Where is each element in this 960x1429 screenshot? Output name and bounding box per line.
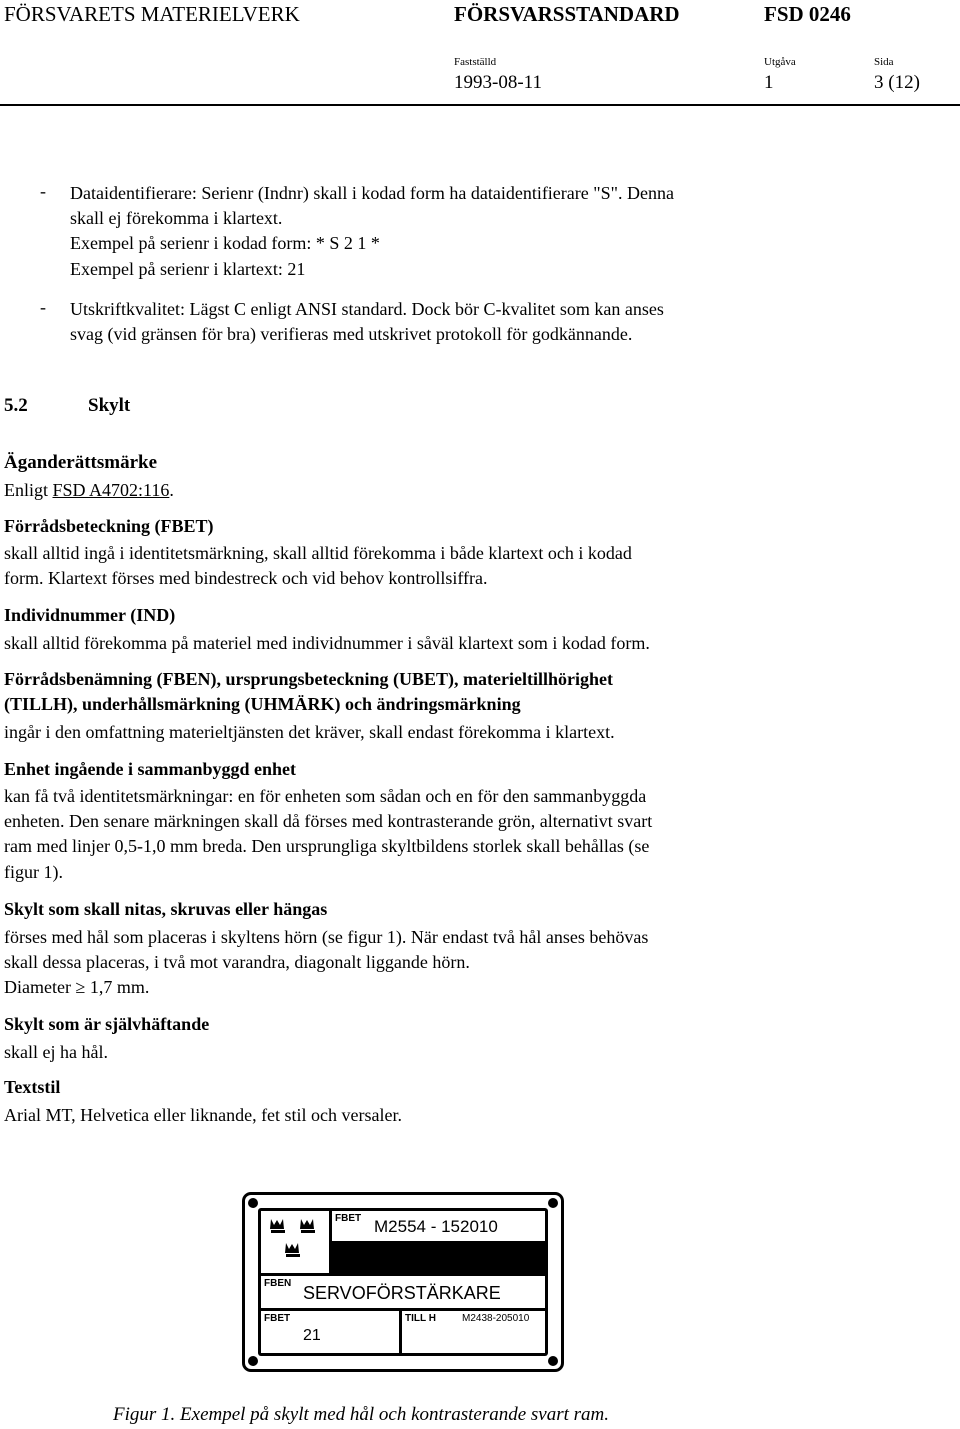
bullet-2-line-2: svag (vid gränsen för bra) verifieras med utskrivet protokoll för godkännande. (70, 324, 633, 344)
bullet-2-line-1: Utskriftkvalitet: Lägst C enligt ANSI standard. Dock bör C-kvalitet som kan anses (70, 299, 664, 319)
doc-type: FÖRSVARSSTANDARD (454, 2, 680, 26)
adhesive-title: Skylt som är självhäftande (4, 1014, 210, 1034)
established-label: Fastställd (454, 56, 497, 68)
plate-row-2-label: FBEN (264, 1278, 292, 1289)
section-number: 5.2 (4, 395, 28, 416)
three-crowns-icon (261, 1211, 329, 1273)
established-date: 1993-08-11 (454, 72, 542, 93)
plate-row-1-label: FBET (335, 1213, 362, 1224)
unit-line-3: ram med linjer 0,5-1,0 mm breda. Den ursprungliga skyltbildens storlek skall behållas (se (4, 836, 650, 856)
rivet-title: Skylt som skall nitas, skruvas eller hängas (4, 899, 328, 919)
bullet-1-line-3: Exempel på serienr i kodad form: * S 2 1 * (70, 233, 380, 253)
plate-row-3-tillh (402, 1311, 545, 1353)
fbet-title: Förrådsbeteckning (FBET) (4, 516, 214, 536)
bullet-1-line-2: skall ej förekomma i klartext. (70, 208, 283, 228)
bullet-dash: - (40, 181, 46, 201)
plate-row-3-fbet (261, 1311, 399, 1353)
fbet-line-1: skall alltid ingå i identitetsmärkning, skall alltid förekomma i både klartext och i kodad (4, 543, 632, 563)
ind-title: Individnummer (IND) (4, 605, 176, 625)
doc-id: FSD 0246 (764, 2, 851, 26)
edition-number: 1 (764, 72, 774, 93)
owner-mark-prefix: Enligt (4, 480, 53, 500)
rivet-line-2: skall dessa placeras, i två mot varandra, diagonalt liggande hörn. (4, 952, 470, 972)
fsd-reference-link[interactable]: FSD A4702:116 (52, 480, 170, 500)
rivet-line-3: Diameter ≥ 1,7 mm. (4, 977, 150, 997)
plate-row-2-value: SERVOFÖRSTÄRKARE (303, 1283, 501, 1303)
example-plate (242, 1192, 564, 1372)
unit-line-2: enheten. Den senare märkningen skall då förses med kontrasterande grön, alternativt svart (4, 811, 653, 831)
plate-row-1 (332, 1211, 545, 1241)
rivet-hole (248, 1356, 258, 1366)
ind-line-1: skall alltid förekomma på materiel med individnummer i såväl klartext som i kodad form. (4, 633, 650, 653)
plate-row-3-code: M2438-205010 (462, 1313, 530, 1324)
fben-title-line-1: Förrådsbenämning (FBEN), ursprungsbeteckning (UBET), materieltillhörighet (4, 669, 614, 689)
fbet-line-2: form. Klartext förses med bindestreck och vid behov kontrollsiffra. (4, 568, 488, 588)
owner-mark-text (4, 478, 174, 503)
plate-row-3-tillh-label: TILL H (405, 1313, 436, 1324)
plate-row-2 (261, 1276, 545, 1308)
figure-caption: Figur 1. Exempel på skylt med hål och kontrasterande svart ram. (113, 1404, 610, 1425)
plate-row-3-label: FBET (264, 1313, 291, 1324)
plate-row-3-value: 21 (303, 1327, 321, 1344)
unit-line-1: kan få två identitetsmärkningar: en för enheten som sådan och en för den sammanbyggda (4, 786, 647, 806)
org-name: FÖRSVARETS MATERIELVERK (4, 2, 300, 26)
bullet-1-line-4: Exempel på serienr i klartext: 21 (70, 259, 306, 279)
unit-title: Enhet ingående i sammanbyggd enhet (4, 759, 297, 779)
rivet-hole (248, 1198, 258, 1208)
rivet-hole (548, 1356, 558, 1366)
page-number: 3 (12) (874, 72, 920, 93)
bullet-dash: - (40, 297, 46, 317)
owner-mark-title: Äganderättsmärke (4, 452, 158, 473)
font-title: Textstil (4, 1077, 61, 1097)
fben-line-1: ingår i den omfattning materieltjänsten det kräver, skall endast förekomma i klartext. (4, 722, 615, 742)
rivet-line-1: förses med hål som placeras i skyltens hörn (se figur 1). När endast två hål anses behövas (4, 927, 649, 947)
adhesive-line-1: skall ej ha hål. (4, 1042, 108, 1062)
owner-mark-suffix: . (169, 480, 174, 500)
crown-emblem-cell (261, 1211, 329, 1273)
section-title: Skylt (88, 395, 131, 416)
plate-frame (258, 1208, 548, 1356)
edition-label: Utgåva (764, 56, 796, 68)
page-label: Sida (874, 56, 894, 68)
bullet-1-line-1: Dataidentifierare: Serienr (Indnr) skall i kodad form ha dataidentifierare "S". Denna (70, 183, 674, 203)
fben-title-line-2: (TILLH), underhållsmärkning (UHMÄRK) och ändringsmärkning (4, 694, 521, 714)
header-rule (0, 104, 960, 106)
plate-row-1-value: M2554 - 152010 (374, 1217, 498, 1236)
unit-line-4: figur 1). (4, 862, 63, 882)
font-line-1: Arial MT, Helvetica eller liknande, fet stil och versaler. (4, 1105, 403, 1125)
rivet-hole (548, 1198, 558, 1208)
